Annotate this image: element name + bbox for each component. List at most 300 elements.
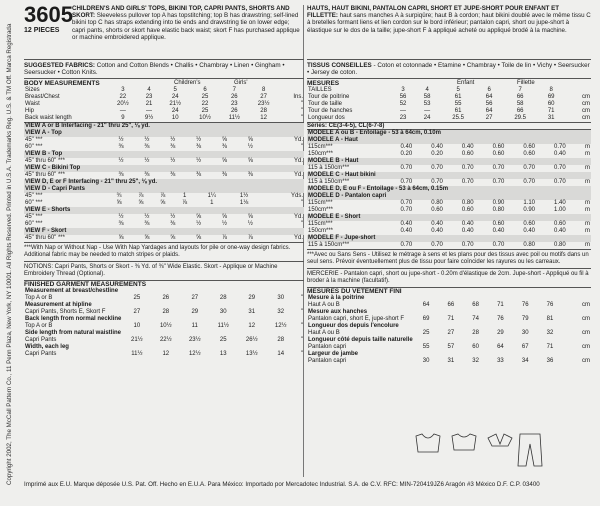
mesure-value: 31 xyxy=(547,115,555,122)
en-yardage-unit: Yd. xyxy=(293,137,303,144)
suggested-fabrics-label: SUGGESTED FABRICS: xyxy=(24,62,96,69)
finished-value: 13 xyxy=(219,351,227,358)
fr-yardage-row xyxy=(307,221,591,228)
finished-value: 28 xyxy=(277,337,285,344)
finished-value: 32 xyxy=(277,309,285,316)
sketch-pants xyxy=(518,434,542,466)
en-view-title: VIEW F - Skort xyxy=(24,228,304,235)
fr-yardage-value: 0.80 xyxy=(431,200,443,207)
finished-value xyxy=(122,316,151,323)
en-yardage-unit: Yd. xyxy=(293,158,303,165)
fini-value xyxy=(513,309,538,316)
en-yardage-row xyxy=(24,200,304,207)
en-yardage-unit: " xyxy=(300,221,303,228)
fr-view-block xyxy=(307,172,591,186)
finished-value xyxy=(209,288,237,295)
fr-view-title-row xyxy=(307,130,591,137)
en-yardage-value: ½ xyxy=(170,137,176,144)
english-header xyxy=(24,2,304,60)
en-yardage-value: ½ xyxy=(144,137,150,144)
fini-unit: cm xyxy=(582,330,590,337)
vetement-fini xyxy=(307,287,591,365)
en-yardage-label: 45" thru 60" *** xyxy=(25,235,65,242)
fini-label: Pantalon capri, short E, jupe-short F xyxy=(308,316,405,323)
en-yardage-unit: Yd. xyxy=(293,214,303,221)
fr-yardage-label: 115 à 150cm*** xyxy=(308,242,350,249)
mesures-title: MESURES xyxy=(307,80,340,88)
fr-yardage-value: 0.60 xyxy=(523,221,535,228)
finished-value: 13½ xyxy=(245,351,258,358)
fini-value: 76 xyxy=(546,302,554,309)
copyright-vertical xyxy=(6,20,20,490)
en-view-block xyxy=(24,151,304,165)
mesure-value: 66 xyxy=(516,94,524,101)
fr-yardage-unit: m xyxy=(585,151,590,158)
fini-value: 25 xyxy=(422,330,430,337)
sketch-bikini xyxy=(488,434,512,446)
finished-value xyxy=(266,302,295,309)
fr-yardage-value: 0.70 xyxy=(492,242,505,249)
finished-value: 31 xyxy=(248,309,256,316)
fini-value: 36 xyxy=(546,358,554,365)
fr-yardage-value: 0.70 xyxy=(554,179,566,186)
body-measurements-title: BODY MEASUREMENTS xyxy=(24,80,100,88)
body-measurement-label: Hip xyxy=(25,108,35,115)
fr-view-block xyxy=(307,214,591,235)
en-view-block xyxy=(24,186,304,207)
pattern-number: 3605 xyxy=(24,2,73,27)
body-measurement-unit xyxy=(279,87,304,94)
en-yardage-row xyxy=(24,214,304,221)
finished-label: Top A or B xyxy=(25,295,53,302)
fr-yardage-row xyxy=(307,242,591,249)
en-yardage-label: 45" *** xyxy=(25,137,43,144)
en-yardage-value: ½ xyxy=(247,144,253,151)
mesure-row xyxy=(307,94,591,101)
fr-view-title: MODELE A ou B - Entoilage - 53 à 64cm, 0.10m xyxy=(307,130,591,137)
finished-label: Measurement at hipline xyxy=(25,302,92,309)
finished-row xyxy=(24,344,304,351)
mesure-value: 29.5 xyxy=(514,115,526,122)
body-measurement-value: 9 xyxy=(121,115,125,122)
en-yardage-value: ⅜ xyxy=(196,144,202,151)
body-measurement-label: Back waist length xyxy=(25,115,72,122)
finished-value: 30 xyxy=(277,295,285,302)
fini-value xyxy=(438,295,463,302)
fr-yardage-value: 0.80 xyxy=(554,242,566,249)
finished-value: 10½ xyxy=(159,323,172,330)
finished-value xyxy=(151,344,180,351)
fr-yardage-value: 0.20 xyxy=(431,151,443,158)
en-yardage-value: ⅜ xyxy=(196,172,202,179)
finished-value: 14 xyxy=(277,351,285,358)
mesure-value: 23 xyxy=(399,115,407,122)
mesure-unit: cm xyxy=(582,94,590,101)
fini-value: 64 xyxy=(422,302,430,309)
fr-view-block xyxy=(307,137,591,158)
en-yardage-label: 60" *** xyxy=(25,221,43,228)
pieces-count: 12 PIECES xyxy=(24,27,60,34)
finished-table xyxy=(24,288,304,358)
fini-label: Haut A ou B xyxy=(308,302,340,309)
mesure-value: 58 xyxy=(516,101,524,108)
en-yardage-unit: " xyxy=(300,144,303,151)
finished-label: Side length from natural waistline xyxy=(25,330,122,337)
mesure-row xyxy=(307,101,591,108)
finished-value xyxy=(180,288,209,295)
en-yardage-value: ½ xyxy=(118,158,124,165)
finished-value xyxy=(180,302,209,309)
copyright-text: Copyright 2002, The McCall Pattern Co., 11 Penn Plaza, New York, NY 10001. All Rights Reserved. Printed in U.S.A. Trademarks Reg. U.S. & TM Off. Marca Registrada xyxy=(6,23,13,485)
body-measurement-value: 26 xyxy=(230,108,238,115)
mesures xyxy=(307,79,591,129)
finished-label: Capri Pants xyxy=(25,351,57,358)
finished-value: 12 xyxy=(248,323,256,330)
finished-value xyxy=(180,316,209,323)
fr-yardage-value: 0.70 xyxy=(400,200,413,207)
fr-yardage-unit: m xyxy=(585,144,590,151)
fini-value: 64 xyxy=(497,344,504,351)
finished-measurements xyxy=(24,280,304,358)
french-header xyxy=(307,5,591,60)
fini-value: 69 xyxy=(422,316,430,323)
tissus-conseilles xyxy=(307,60,591,79)
metrage-tables xyxy=(307,129,591,249)
en-yardage-label: 45" *** xyxy=(25,214,43,221)
en-yardage-value: ⅜ xyxy=(144,221,150,228)
fini-value xyxy=(538,309,563,316)
finished-value xyxy=(266,344,295,351)
fini-value: 76 xyxy=(497,316,504,323)
finished-value: 26 xyxy=(162,295,170,302)
mesure-value: 69 xyxy=(547,94,555,101)
fini-label: Longueur côté depuis taille naturelle xyxy=(308,337,413,344)
fr-yardage-value: 0.70 xyxy=(523,179,535,186)
fr-yardage-value: 1.00 xyxy=(554,207,566,214)
body-measurement-value: 7 xyxy=(232,87,236,94)
finished-unit xyxy=(295,302,304,309)
fr-yardage-value: 0.70 xyxy=(431,242,443,249)
body-measurement-value: 22 xyxy=(119,94,127,101)
mesure-label: Tour de poitrine xyxy=(308,94,350,101)
fr-yardage-row xyxy=(307,228,591,235)
mesure-value: 25.5 xyxy=(452,115,464,122)
en-yardage-value: ⅞ xyxy=(138,193,144,200)
fini-label: Longueur dos depuis l'encolure xyxy=(308,323,399,330)
body-measurement-unit: " xyxy=(300,108,303,115)
body-measurement-value: 21 xyxy=(145,101,153,108)
fini-label: Mesure à la poitrine xyxy=(308,295,365,302)
body-measurement-unit: " xyxy=(300,115,303,122)
fini-value xyxy=(488,337,513,344)
fini-value: 79 xyxy=(521,316,529,323)
fr-view-title: MODELE C - Haut bikini xyxy=(307,172,591,179)
fini-row xyxy=(307,351,591,358)
finished-label: Measurement at breast/chestline xyxy=(25,288,119,295)
fini-value xyxy=(438,351,463,358)
fr-view-title-row xyxy=(307,186,591,193)
pattern-number-block xyxy=(24,2,73,57)
fr-view-title-row xyxy=(307,172,591,179)
fini-value xyxy=(438,309,463,316)
fini-value xyxy=(538,295,563,302)
fini-value xyxy=(488,351,513,358)
finished-label: Capri Pants xyxy=(25,337,57,344)
finished-label: Width, each leg xyxy=(25,344,69,351)
finished-value: 11½ xyxy=(131,351,143,358)
body-measurements-table xyxy=(24,87,304,122)
yardage-tables xyxy=(24,122,304,242)
childrens-label: Children's xyxy=(174,80,201,87)
body-measurement-row xyxy=(24,115,304,122)
fr-view-block xyxy=(307,186,591,193)
fr-yardage-value: 0.70 xyxy=(461,242,474,249)
body-measurement-unit: Ins. xyxy=(293,94,303,101)
fini-value xyxy=(488,295,513,302)
fini-value: 60 xyxy=(472,344,479,351)
en-yardage-value: ⅝ xyxy=(196,235,202,242)
body-measurement-value: 23 xyxy=(230,101,238,108)
en-yardage-value: ⅜ xyxy=(170,172,176,179)
en-view-block xyxy=(24,123,304,130)
en-yardage-value: ⅝ xyxy=(118,235,124,242)
body-measurement-value: 24 xyxy=(171,94,179,101)
fr-yardage-label: 115cm*** xyxy=(308,221,333,228)
en-yardage-unit: " xyxy=(300,200,303,207)
en-view-title-row xyxy=(24,179,304,186)
fini-value: 32 xyxy=(472,358,479,365)
finished-value: 30 xyxy=(219,309,227,316)
finished-value: 21½ xyxy=(131,337,143,344)
fini-value xyxy=(414,351,439,358)
fr-yardage-value: 0.70 xyxy=(431,179,443,186)
fini-row xyxy=(307,337,591,344)
mesures-header xyxy=(307,80,591,87)
fini-value: 71 xyxy=(497,302,504,309)
fr-yardage-value: 0.40 xyxy=(492,228,505,235)
fr-yardage-value: 0.40 xyxy=(461,221,474,228)
fr-yardage-value: 0.60 xyxy=(492,144,505,151)
finished-unit: " xyxy=(300,351,303,358)
finished-row xyxy=(24,309,304,316)
fini-value: 30 xyxy=(521,330,529,337)
en-view-title-row xyxy=(24,228,304,235)
garment-sketches xyxy=(408,430,548,470)
fr-yardage-unit: m xyxy=(585,221,590,228)
body-measurement-row xyxy=(24,87,304,94)
fini-value xyxy=(488,323,513,330)
fini-row xyxy=(307,302,591,309)
fini-value: 29 xyxy=(497,330,504,337)
fini-value: 74 xyxy=(472,316,479,323)
fr-yardage-label: 150cm*** xyxy=(308,228,334,235)
fr-yardage-value: 1.40 xyxy=(554,200,566,207)
en-yardage-value: ⅝ xyxy=(160,200,166,207)
fr-yardage-value: 1.10 xyxy=(523,200,535,207)
fini-value: 30 xyxy=(422,358,430,365)
tissus-label: TISSUS CONSEILLES xyxy=(307,62,372,69)
finished-unit xyxy=(295,330,304,337)
fini-value xyxy=(513,337,538,344)
en-yardage-label: 45" thru 60" *** xyxy=(25,158,65,165)
en-yardage-value: ¾ xyxy=(116,193,122,200)
fr-yardage-value: 0.60 xyxy=(554,221,566,228)
fr-yardage-value: 0.70 xyxy=(461,165,474,172)
en-view-title: VIEW D, E or F Interfacing - 21" thru 25", ⅛ yd. xyxy=(24,179,304,186)
finished-value xyxy=(237,302,266,309)
fr-yardage-value: 0.90 xyxy=(523,207,535,214)
en-yardage-value: ⅜ xyxy=(118,221,124,228)
fini-value xyxy=(414,309,439,316)
mesure-value: 55 xyxy=(454,101,462,108)
en-yardage-value: ⅞ xyxy=(222,235,228,242)
fini-value xyxy=(438,337,463,344)
french-title: HAUTS, HAUT BIKINI, PANTALON CAPRI, SHORT ET JUPE-SHORT POUR ENFANT ET FILLETTE: xyxy=(307,5,560,20)
en-view-title: VIEW D - Capri Pants xyxy=(24,186,304,193)
fini-unit xyxy=(562,351,591,358)
mesure-unit: cm xyxy=(582,115,590,122)
finished-value: 25 xyxy=(219,337,227,344)
body-measurement-value: — xyxy=(119,108,126,115)
en-yardage-value: ½ xyxy=(144,214,150,221)
finished-unit xyxy=(295,316,304,323)
fr-yardage-value: 0.70 xyxy=(554,165,566,172)
finished-value xyxy=(151,302,180,309)
mesure-value: 7 xyxy=(518,87,522,94)
fini-row xyxy=(307,330,591,337)
fr-yardage-value: 0.40 xyxy=(431,144,443,151)
finished-unit: " xyxy=(300,337,303,344)
mesure-value: 6 xyxy=(487,87,491,94)
fini-label: Haut A ou B xyxy=(308,330,340,337)
fr-yardage-label: 150cm*** xyxy=(308,151,334,158)
fini-value xyxy=(463,309,488,316)
finished-value xyxy=(209,330,237,337)
mesure-value: 8 xyxy=(549,87,553,94)
finished-value xyxy=(122,302,151,309)
finished-value xyxy=(122,288,151,295)
fini-label: Mesure aux hanches xyxy=(308,309,368,316)
en-yardage-row xyxy=(24,172,304,179)
finished-unit: " xyxy=(300,295,303,302)
fr-view-title: MODELE D, E ou F - Entoilage - 53 à 64cm, 0.15m xyxy=(307,186,591,193)
finished-value: 11½ xyxy=(217,323,229,330)
finished-label: Top A or B xyxy=(25,323,53,330)
en-yardage-value: 1¼ xyxy=(207,193,216,200)
fini-unit: cm xyxy=(582,358,590,365)
mesure-value: — xyxy=(400,108,407,115)
finished-value: 10 xyxy=(133,323,141,330)
en-yardage-value: ⅝ xyxy=(222,137,228,144)
finished-value: 25 xyxy=(133,295,141,302)
mesure-value: 5 xyxy=(456,87,460,94)
en-yardage-row xyxy=(24,144,304,151)
fillette-label: Fillette xyxy=(517,80,535,87)
body-measurement-value: 24 xyxy=(171,108,179,115)
sens-note: ***Avec ou Sans Sens - Utilisez le métrage à sens et les plans pour des tissus avec poil ou motifs dans un seul sens. Prévoir éventuellement plus de tissu pour faire coïncider les rayures ou les carreaux. xyxy=(307,249,591,268)
en-yardage-value: ⅝ xyxy=(247,137,253,144)
body-measurement-value: 6 xyxy=(203,87,207,94)
en-yardage-value: ½ xyxy=(222,221,228,228)
fr-yardage-unit: m xyxy=(585,207,590,214)
en-view-title-row xyxy=(24,123,304,130)
fini-value: 67 xyxy=(521,344,529,351)
notions: NOTIONS: Capri Pants, Shorts or Skort - ⅜ Yd. of ⅜" Wide Elastic. Skort - Applique or Machine Embroidery Thread (Optional). xyxy=(24,261,304,280)
fr-yardage-value: 0.40 xyxy=(554,228,566,235)
body-measurement-label: Breast/Chest xyxy=(25,94,60,101)
fini-unit: cm xyxy=(582,316,590,323)
en-yardage-value: ½ xyxy=(118,137,124,144)
fini-value xyxy=(538,337,563,344)
fr-yardage-row xyxy=(307,165,591,172)
fr-yardage-value: 0.40 xyxy=(400,221,413,228)
mesure-value: 64 xyxy=(485,108,493,115)
en-yardage-value: ½ xyxy=(196,221,202,228)
fini-label: Pantalon capri xyxy=(308,344,347,351)
en-yardage-value: ½ xyxy=(196,158,202,165)
fr-yardage-value: 0.80 xyxy=(461,200,474,207)
fini-value: 68 xyxy=(472,302,479,309)
en-view-title-row xyxy=(24,186,304,193)
fr-view-title: MODELE B - Haut xyxy=(307,158,591,165)
fr-yardage-value: 0.40 xyxy=(400,228,413,235)
mesure-value: 52 xyxy=(399,101,407,108)
french-description xyxy=(307,5,591,57)
fr-yardage-value: 0.60 xyxy=(492,151,505,158)
fr-view-title: MODELE D - Pantalon capri xyxy=(307,193,591,200)
en-yardage-value: ⅜ xyxy=(144,172,150,179)
fini-value xyxy=(513,351,538,358)
fr-view-title-row xyxy=(307,193,591,200)
fr-yardage-value: 0.90 xyxy=(492,200,505,207)
fini-value xyxy=(463,323,488,330)
en-yardage-label: 60" *** xyxy=(25,144,43,151)
sketch-top xyxy=(416,434,440,452)
en-view-block xyxy=(24,207,304,228)
fini-value: 55 xyxy=(422,344,430,351)
en-yardage-value: ⅜ xyxy=(247,172,253,179)
finished-value xyxy=(266,330,295,337)
finished-value: 28 xyxy=(162,309,170,316)
fr-yardage-row xyxy=(307,179,591,186)
body-measurement-value: 3 xyxy=(121,87,125,94)
finished-value xyxy=(209,302,237,309)
fini-value: 66 xyxy=(447,302,455,309)
body-measurements xyxy=(24,79,304,122)
fini-value xyxy=(513,295,538,302)
finished-label: Capri Pants, Shorts E, Skort F xyxy=(25,309,106,316)
finished-value xyxy=(237,288,266,295)
en-yardage-row xyxy=(24,158,304,165)
body-measurement-value: 25 xyxy=(201,94,209,101)
suggested-fabrics-text: Cotton and Cotton Blends • Challis • Chambray • Linen • Gingham • Seersucker • Cotton Knits. xyxy=(24,62,285,77)
vetement-fini-title: MESURES DU VETEMENT FINI xyxy=(307,288,402,296)
fini-value xyxy=(463,295,488,302)
body-measurement-value: 25 xyxy=(201,108,209,115)
fini-row xyxy=(307,323,591,330)
fini-row xyxy=(307,295,591,302)
fr-yardage-value: 0.70 xyxy=(523,165,535,172)
en-yardage-unit: Yd. xyxy=(293,235,303,242)
english-title: CHILDREN'S AND GIRLS' TOPS, BIKINI TOP, CAPRI PANTS, SHORTS AND SKORT: xyxy=(72,5,290,20)
body-measurement-value: 10½ xyxy=(199,115,211,122)
mesure-value: 4 xyxy=(425,87,429,94)
fr-yardage-label: 115cm*** xyxy=(308,200,333,207)
en-yardage-value: ½ xyxy=(144,158,150,165)
footer-line: Imprimé aux E.U. Marque déposée U.S. Pat. Off. Hecho en E.U.A. Para México: Importado por Mercadotec Industrial. S.A. de C.V. RFC: MIN-720419JZ6 Aragón #3 México D.F. C.P. 03400 xyxy=(24,481,540,488)
fini-value: 33 xyxy=(497,358,504,365)
en-yardage-value: ⅜ xyxy=(118,144,124,151)
